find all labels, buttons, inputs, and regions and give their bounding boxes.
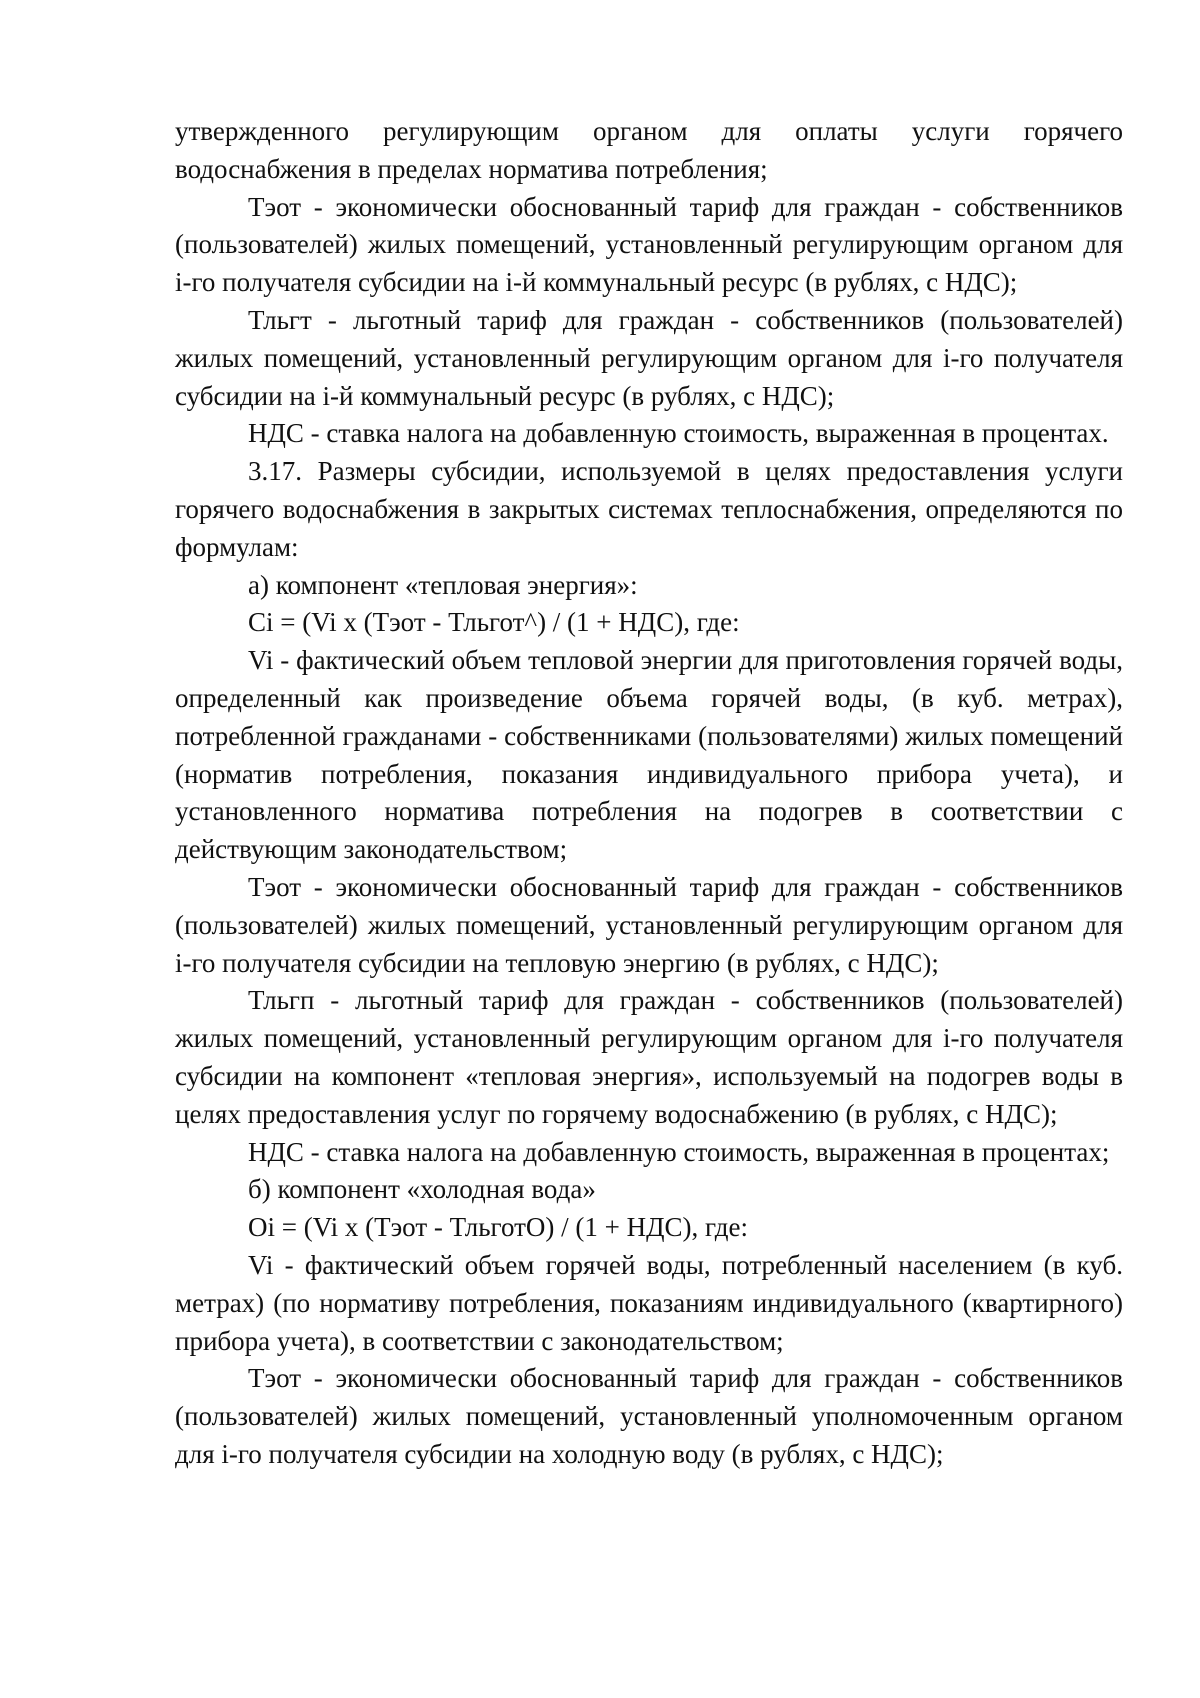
paragraph-nds-definition-2: НДС - ставка налога на добавленную стоимость, выраженная в процентах;	[248, 1136, 1110, 1167]
paragraph-teot-definition: Тэот - экономически обоснованный тариф для граждан - собственников (пользователей) жилых помещений, установленный регулирующим органом для i-го получателя субсидии на i-й коммунальный ресурс (в рублях, с НДС);	[175, 191, 1123, 298]
paragraph-teot-cold-water-definition: Тэот - экономически обоснованный тариф для граждан - собственников (пользователей) жилых помещений, установленный уполномоченным органом для i-го получателя субсидии на холодную воду (в рублях, с НДС);	[175, 1363, 1123, 1469]
formula-ci: Ci = (Vi x (Тэот - Тльгот^) / (1 + НДС), где:	[248, 607, 740, 638]
paragraph-component-heat-heading: а) компонент «тепловая энергия»:	[248, 569, 638, 600]
paragraph-component-cold-water-heading: б) компонент «холодная вода»	[248, 1174, 596, 1205]
paragraph-nds-definition: НДС - ставка налога на добавленную стоимость, выраженная в процентах.	[248, 418, 1109, 449]
paragraph-tlgt-definition: Тльгт - льготный тариф для граждан - собственников (пользователей) жилых помещений, установленный регулирующим органом для i-го получателя субсидии на i-й коммунальный ресурс (в рублях, с НДС);	[175, 304, 1123, 411]
paragraph-tlgp-definition: Тльгп - льготный тариф для граждан - собственников (пользователей) жилых помещений, установленный регулирующим органом для i-го получателя субсидии на компонент «тепловая энергия», используемый на подогрев воды в целях предоставления услуг по горячему водоснабжению (в рублях, с НДС);	[175, 985, 1123, 1129]
formula-oi: Oi = (Vi x (Тэот - ТльготО) / (1 + НДС), где:	[248, 1212, 748, 1243]
paragraph-vi-heat-definition: Vi - фактический объем тепловой энергии для приготовления горячей воды, определенный как произведение объема горячей воды, (в куб. метрах), потребленной гражданами - собственниками (пользователями) жилых помещений (норматив потребления, показания индивидуального прибора учета), и установленного норматива потребления на подогрев в соответствии с действующим законодательством;	[175, 645, 1123, 865]
paragraph-continuation: утвержденного регулирующим органом для оплаты услуги горячего водоснабжения в пределах норматива потребления;	[175, 116, 1123, 184]
paragraph-section-3-17: 3.17. Размеры субсидии, используемой в целях предоставления услуги горячего водоснабжения в закрытых системах теплоснабжения, определяются по формулам:	[175, 456, 1123, 562]
paragraph-vi-water-definition: Vi - фактический объем горячей воды, потребленный населением (в куб. метрах) (по нормативу потребления, показаниям индивидуального (квартирного) прибора учета), в соответствии с законодательством;	[175, 1249, 1123, 1356]
paragraph-teot-heat-definition: Тэот - экономически обоснованный тариф для граждан - собственников (пользователей) жилых помещений, установленный регулирующим органом для i-го получателя субсидии на тепловую энергию (в рублях, с НДС);	[175, 871, 1123, 978]
document-page	[175, 113, 1123, 1474]
